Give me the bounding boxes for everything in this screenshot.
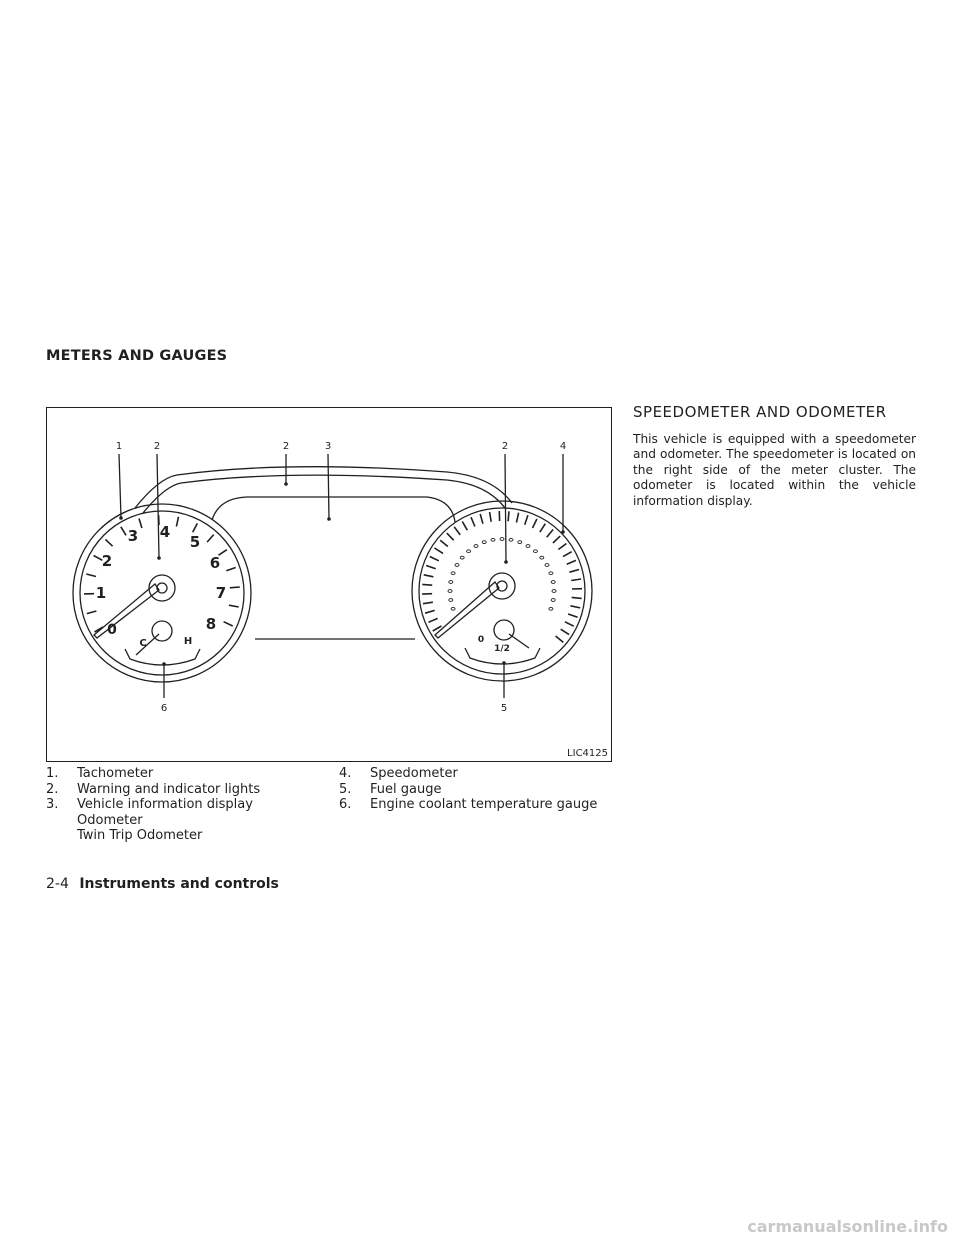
speedometer-scale-mark: [552, 590, 556, 593]
legend-text: Warning and indicator lights: [77, 781, 261, 797]
tachometer-hub: [149, 575, 175, 601]
speedometer-scale-mark: [549, 572, 553, 575]
speedometer-tick: [425, 610, 435, 613]
tach-number: 2: [101, 552, 113, 570]
speedometer-scale-mark: [533, 550, 537, 553]
figure-legend-right: [339, 766, 619, 813]
tachometer-tick: [193, 523, 198, 532]
callout-label: 2: [153, 441, 161, 452]
legend-text: Speedometer: [370, 766, 458, 781]
speedometer-tick: [567, 560, 576, 564]
legend-item: [46, 782, 326, 798]
callout-2c-leader: [505, 454, 506, 562]
callout-dot-1: [119, 516, 123, 520]
tach-number: 8: [205, 615, 217, 633]
tachometer-hub-cap: [157, 583, 167, 593]
speedometer-tick: [553, 536, 560, 543]
speedometer-scale-mark: [455, 564, 459, 567]
chapter-title: Instruments and controls: [79, 876, 279, 892]
speedometer-tick: [490, 512, 492, 522]
speedometer-tick: [471, 517, 475, 526]
speedometer-scale-mark: [526, 545, 530, 548]
speedometer-scale-mark: [545, 564, 549, 567]
legend-number: 4.: [339, 766, 352, 781]
legend-number: 3.: [46, 797, 59, 812]
legend-item: [339, 782, 619, 798]
legend-text: Engine coolant temperature gauge: [370, 797, 598, 812]
legend-subitem: Odometer: [77, 812, 143, 828]
legend-item: [46, 766, 326, 782]
temp-hot-label: H: [183, 636, 193, 647]
speedometer-hub-cap: [497, 581, 507, 591]
speedometer-tick: [447, 533, 454, 540]
speedometer-tick: [517, 513, 519, 523]
speedometer-scale-mark: [482, 541, 486, 544]
legend-text: Vehicle information display: [77, 797, 253, 812]
speedometer-scale-mark: [518, 541, 522, 544]
temp-gauge-arc: [125, 649, 200, 665]
speedometer-scale-mark: [449, 599, 453, 602]
speedometer-tick: [525, 515, 528, 525]
speedometer-scale-mark: [551, 581, 555, 584]
legend-item: [339, 797, 619, 813]
tachometer-tick: [139, 519, 142, 529]
tachometer-tick: [230, 587, 240, 588]
speedometer-tick: [430, 557, 439, 561]
speedometer-tick: [565, 622, 574, 626]
legend-number: 6.: [339, 797, 352, 812]
speedometer-scale-mark: [540, 556, 544, 559]
speedometer-tick: [556, 636, 564, 642]
callout-label: 6: [160, 703, 168, 714]
callout-dot-2b: [284, 482, 288, 486]
speedometer-tick: [422, 584, 432, 585]
callout-label: 3: [324, 441, 332, 452]
tach-number: 6: [209, 554, 221, 572]
tach-number: 7: [215, 584, 227, 602]
callout-dot-6: [162, 662, 166, 666]
speedometer-scale-mark: [500, 538, 504, 541]
legend-subitem: Twin Trip Odometer: [77, 828, 203, 843]
callout-label: 1: [115, 441, 123, 452]
center-display-frame: [212, 497, 455, 522]
speedometer-tick: [569, 570, 579, 573]
legend-text: Fuel gauge: [370, 781, 442, 797]
tachometer-tick: [105, 539, 112, 546]
speedometer-scale-mark: [451, 607, 455, 610]
speedometer-tick: [570, 606, 580, 608]
legend-item: [46, 797, 326, 813]
instrument-cluster-figure: [46, 407, 612, 762]
legend-number: 2.: [46, 781, 59, 797]
tachometer-tick: [176, 517, 178, 527]
callout-dot-4: [561, 530, 565, 534]
section-heading: SPEEDOMETER AND ODOMETER: [633, 403, 887, 421]
speedometer-hub: [489, 573, 515, 599]
callout-dot-2a: [157, 556, 161, 560]
speedometer-scale-mark: [451, 572, 455, 575]
temp-cold-label: C: [139, 638, 147, 649]
tach-number: 5: [189, 533, 201, 551]
fuel-half-label: 1/2: [494, 644, 510, 654]
cluster-hood-outer: [135, 467, 512, 508]
legend-number: 5.: [339, 781, 352, 797]
tachometer-tick: [86, 574, 96, 577]
page-footer: [46, 876, 279, 892]
body-paragraph: This vehicle is equipped with a speedometer and odometer. The speedometer is located on the right side of the meter cluster. The odometer is located within the vehicle information display.: [633, 432, 916, 508]
speedometer-tick: [423, 602, 433, 604]
fuel-gauge-hub: [494, 620, 514, 640]
speedometer-tick: [547, 530, 553, 538]
speedometer-scale-mark: [551, 599, 555, 602]
cluster-hood-inner: [143, 475, 505, 513]
speedometer-scale-mark: [448, 590, 452, 593]
speedometer-scale-mark: [449, 581, 453, 584]
callout-2a-leader: [157, 454, 159, 558]
speedometer-tick: [426, 566, 436, 569]
callout-dot-5: [502, 661, 506, 665]
speedometer-scale-mark: [467, 550, 471, 553]
tach-number: 4: [159, 523, 171, 541]
speedometer-tick: [571, 579, 581, 581]
speedometer-scale-mark: [549, 607, 553, 610]
tach-number: 3: [127, 527, 139, 545]
tachometer-tick: [226, 568, 235, 571]
tachometer-tick: [121, 527, 126, 536]
speedometer-tick: [572, 597, 582, 598]
callout-dot-2c: [504, 560, 508, 564]
speedometer-tick: [424, 575, 434, 577]
tachometer-tick: [207, 535, 214, 543]
speedometer-tick: [428, 618, 437, 622]
callout-1-leader: [119, 454, 121, 518]
speedometer-scale-mark: [491, 538, 495, 541]
speedometer-scale-mark: [460, 556, 464, 559]
callout-label: 2: [282, 441, 290, 452]
legend-item: [339, 766, 619, 782]
figure-code: LIC4125: [567, 748, 608, 759]
speedometer-tick: [533, 519, 537, 528]
speedometer-tick: [462, 522, 467, 531]
speedometer-scale-mark: [509, 538, 513, 541]
speedometer-tick: [540, 524, 545, 532]
tach-number: 1: [95, 584, 107, 602]
tachometer-tick: [224, 622, 233, 626]
figure-legend-left: [46, 766, 326, 844]
speedometer-tick: [435, 548, 444, 553]
section-title: METERS AND GAUGES: [46, 348, 228, 364]
fuel-gauge-needle: [509, 634, 529, 648]
speedometer-tick: [508, 511, 509, 521]
speedometer-tick: [480, 514, 483, 524]
callout-label: 2: [501, 441, 509, 452]
page-number: 2-4: [46, 876, 69, 892]
speedometer-tick: [563, 552, 572, 557]
callout-dot-3: [327, 517, 331, 521]
fuel-empty-label: 0: [477, 635, 485, 645]
legend-number: 1.: [46, 766, 59, 781]
callout-label: 4: [559, 441, 567, 452]
instrument-cluster-illustration: [47, 408, 613, 763]
speedometer-tick: [454, 527, 460, 535]
speedometer-tick: [568, 614, 578, 617]
tachometer-tick: [87, 611, 97, 614]
speedometer-tick: [440, 540, 448, 546]
speedometer-tick: [561, 629, 569, 634]
watermark: carmanualsonline.info: [747, 1217, 948, 1236]
callout-3-leader: [328, 454, 329, 519]
callout-label: 5: [500, 703, 508, 714]
legend-text: Tachometer: [77, 766, 154, 781]
speedometer-scale-mark: [474, 545, 478, 548]
tachometer-tick: [229, 605, 239, 607]
speedometer-tick: [558, 544, 566, 550]
tach-number: 0: [107, 622, 117, 638]
